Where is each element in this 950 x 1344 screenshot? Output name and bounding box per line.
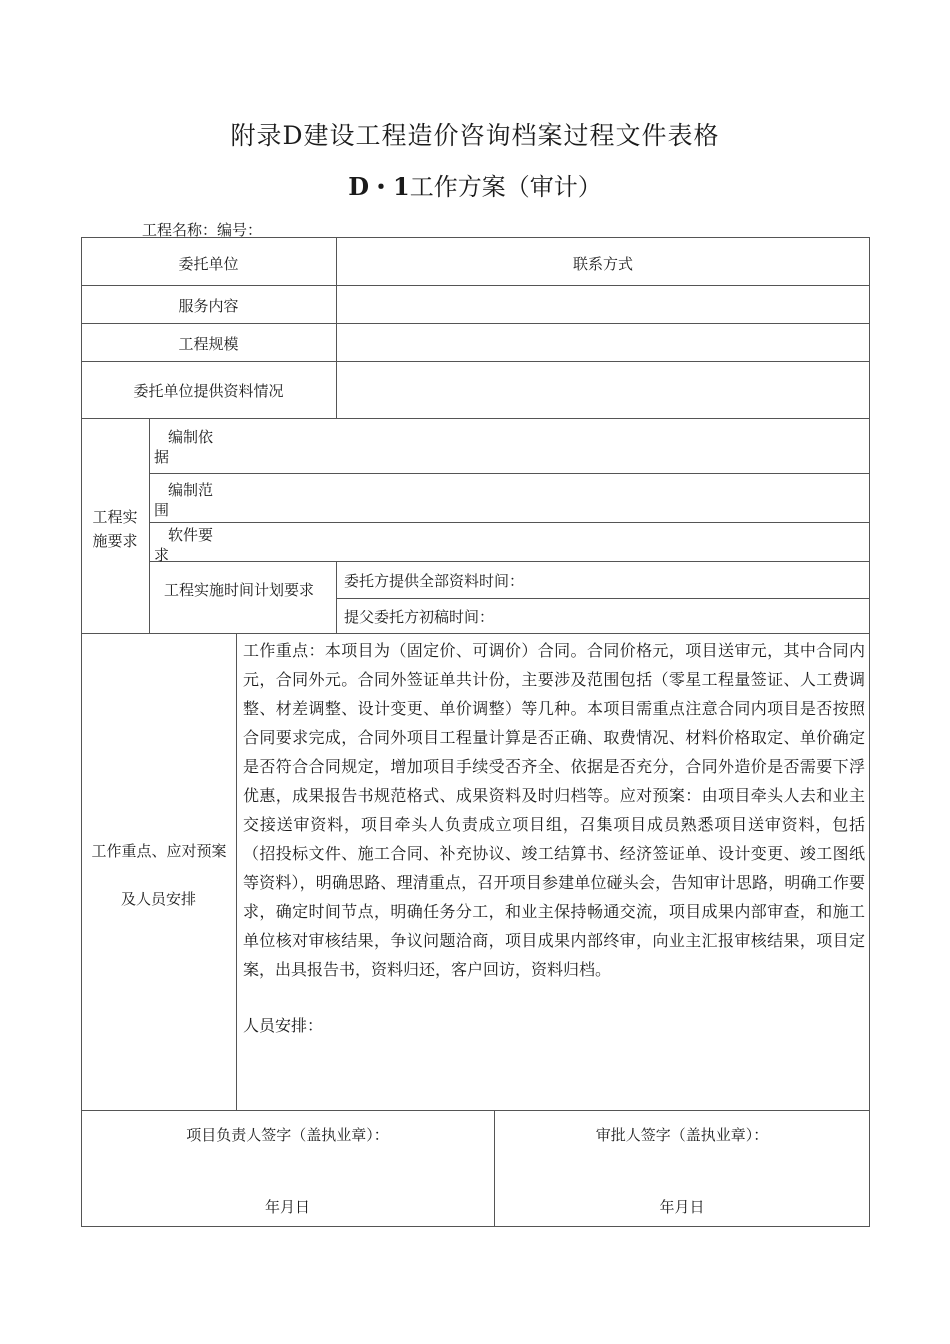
approver-signature-label: 审批人签字（盖执业章）： xyxy=(595,1126,769,1144)
focus-label-line2: 及人员安排 xyxy=(120,890,196,908)
focus-label-line1: 工作重点、应对预案 xyxy=(91,842,227,860)
form-name: 工作方案（审计） xyxy=(409,173,602,201)
leader-signature-label: 项目负责人签字（盖执业章）： xyxy=(186,1126,389,1144)
schedule-item-draft: 提父委托方初稿时间： xyxy=(344,608,495,626)
project-name-line: 工程名称：编号： xyxy=(142,221,263,239)
client-label: 委托单位 xyxy=(178,255,239,273)
materials-label: 委托单位提供资料情况 xyxy=(133,382,284,400)
form-code: D・1 xyxy=(348,172,410,201)
software-label: 软件要求 xyxy=(154,526,214,564)
scale-label: 工程规模 xyxy=(178,335,239,353)
page-title: 附录D建设工程造价咨询档案过程文件表格 xyxy=(230,121,720,150)
approver-date: 年月日 xyxy=(659,1198,705,1216)
schedule-item-materials: 委托方提供全部资料时间： xyxy=(344,572,525,590)
service-label: 服务内容 xyxy=(178,297,239,315)
leader-date: 年月日 xyxy=(264,1198,310,1216)
basis-label: 编制依据 xyxy=(154,428,214,466)
staff-label: 人员安排： xyxy=(243,1016,324,1035)
schedule-label: 工程实施时间计划要求 xyxy=(164,581,315,599)
scope-label: 编制范围 xyxy=(154,481,214,519)
page-subtitle xyxy=(0,167,950,202)
contact-label: 联系方式 xyxy=(572,255,633,273)
impl-group-label: 工程实施要求 xyxy=(92,508,138,550)
focus-content: 工作重点：本项目为（固定价、可调价）合同。合同价格元，项目送审元，其中合同内元，合同外元。合同外签证单共计份，主要涉及范围包括（零星工程量签证、人工费调整、材差调整、设计变更、单价调整）等几种。本项目需重点注意合同内项目是否按照合同要求完成，合同外项目工程量计算是否正确、取费情况、材料价格取定、单价确定是否符合合同规定，增加项目手续受否齐全、依据是否充分，合同外造价是否需要下浮优惠，成果报告书规范格式、成果资料及时归档等。应对预案：由项目牵头人去和业主交接送审资料，项目牵头人负责成立项目组，召集项目成员熟悉项目送审资料，包括（招投标文件、施工合同、补充协议、竣工结算书、经济签证单、设计变更、竣工图纸等资料），明确思路、理清重点，召开项目参建单位碰头会，告知审计思路，明确工作要求，确定时间节点，明确任务分工，和业主保持畅通交流，项目成果内部审查，和施工单位核对审核结果，争议问题洽商，项目成果内部终审，向业主汇报审核结果，项目定案，出具报告书，资料归还，客户回访，资料归档。 xyxy=(243,641,865,979)
